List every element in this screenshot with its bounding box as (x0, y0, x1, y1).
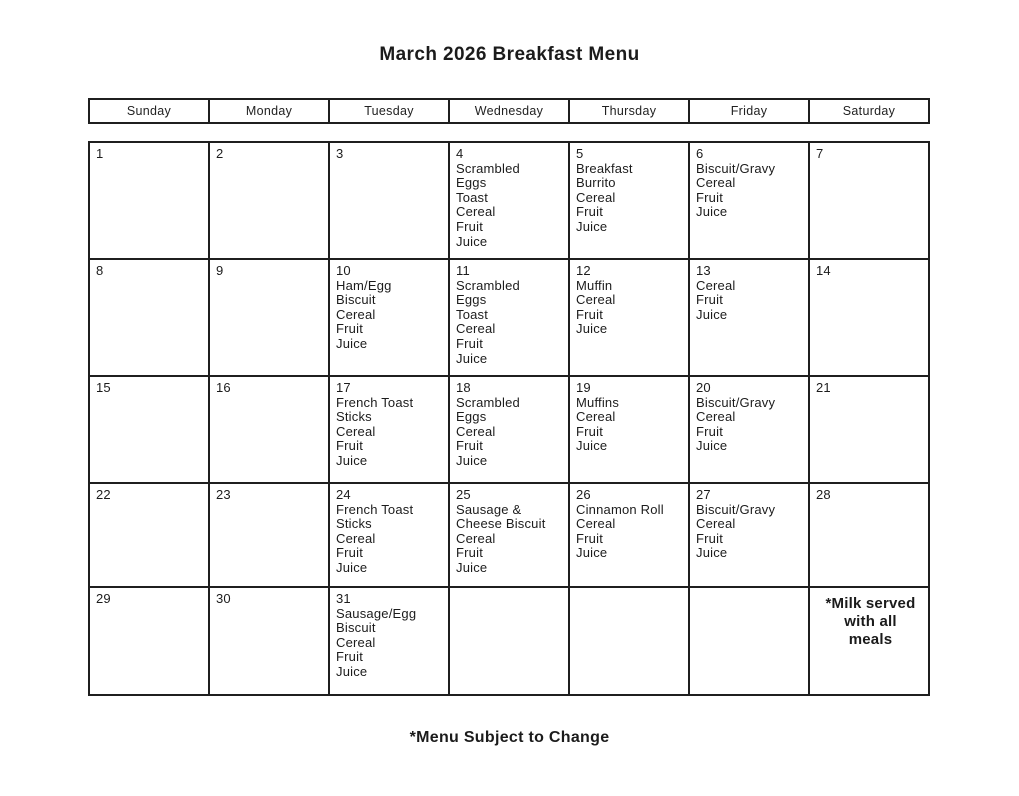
menu-item-line: Cereal (456, 423, 496, 439)
menu-item-line: Fruit (336, 649, 363, 665)
calendar-week-row (89, 142, 929, 259)
day-cell-27 (689, 483, 809, 587)
menu-item-line: Juice (696, 204, 728, 220)
menu-item-line: Cinnamon Roll (576, 501, 664, 517)
menu-item-line: Toast (456, 189, 489, 205)
date-number: 28 (816, 487, 831, 502)
day-cell-5 (569, 142, 689, 259)
day-cell-13 (689, 259, 809, 376)
day-cell-30 (209, 587, 329, 695)
menu-item-line: Burrito (576, 175, 616, 191)
menu-item-line: Fruit (456, 438, 483, 454)
date-number: 31 (336, 591, 351, 606)
date-number: 30 (216, 591, 231, 606)
day-cell-14 (809, 259, 929, 376)
weekday-header-friday: Friday (689, 99, 809, 123)
date-number: 26 (576, 487, 591, 502)
date-number: 12 (576, 263, 591, 278)
menu-item-line: Juice (456, 559, 488, 575)
menu-item-line: Juice (576, 321, 608, 337)
menu-item-line: Cereal (696, 277, 736, 293)
day-cell-23 (209, 483, 329, 587)
date-number: 3 (336, 146, 344, 161)
day-cell-3 (329, 142, 449, 259)
menu-item-line: Juice (576, 438, 608, 454)
weekday-header-row (89, 99, 929, 123)
menu-item-line: Cereal (336, 634, 376, 650)
date-number: 15 (96, 380, 111, 395)
menu-item-line: Fruit (456, 335, 483, 351)
day-cell-29 (89, 587, 209, 695)
day-cell-8 (89, 259, 209, 376)
weekday-header-thursday: Thursday (569, 99, 689, 123)
day-cell-1 (89, 142, 209, 259)
weekday-header-saturday: Saturday (809, 99, 929, 123)
day-cell-31 (329, 587, 449, 695)
date-number: 9 (216, 263, 224, 278)
calendar-week-row (89, 259, 929, 376)
menu-item-line: Biscuit (336, 620, 376, 636)
menu-item-line: Eggs (456, 292, 487, 308)
menu-item-line: Fruit (576, 423, 603, 439)
day-cell-4 (449, 142, 569, 259)
menu-item-line: Cereal (576, 516, 616, 532)
weekday-header-sunday: Sunday (89, 99, 209, 123)
menu-item-line: Cheese Biscuit (456, 516, 546, 532)
calendar-week-row (89, 587, 929, 695)
menu-item-line: Juice (456, 350, 488, 366)
day-cell-17 (329, 376, 449, 483)
menu-item-line: French Toast (336, 501, 414, 517)
day-cell-22 (89, 483, 209, 587)
menu-item-line: Sticks (336, 409, 372, 425)
menu-item-line: Cereal (576, 409, 616, 425)
menu-item-line: Fruit (696, 292, 723, 308)
day-cell-7 (809, 142, 929, 259)
milk-note-line: with all (844, 613, 897, 630)
menu-item-line: Fruit (456, 218, 483, 234)
day-cell-11 (449, 259, 569, 376)
menu-item-line: Toast (456, 306, 489, 322)
day-cell-15 (89, 376, 209, 483)
day-cell-18 (449, 376, 569, 483)
menu-item-line: Ham/Egg (336, 277, 392, 293)
menu-item-line: Cereal (336, 423, 376, 439)
menu-item-line: Juice (456, 452, 488, 468)
date-number: 10 (336, 263, 351, 278)
menu-item-line: Cereal (336, 306, 376, 322)
menu-item-line: Juice (576, 218, 608, 234)
calendar-week-row (89, 376, 929, 483)
menu-item-line: Biscuit/Gravy (696, 501, 776, 517)
menu-item-line: Juice (336, 452, 368, 468)
menu-item-line: Scrambled (456, 277, 520, 293)
menu-item-line: Cereal (696, 409, 736, 425)
menu-item-line: Fruit (576, 204, 603, 220)
date-number: 11 (456, 263, 470, 278)
menu-item-line: Fruit (696, 423, 723, 439)
menu-item-line: Juice (696, 438, 728, 454)
menu-item-line: Fruit (576, 306, 603, 322)
menu-item-line: Juice (336, 335, 368, 351)
menu-item-line: Breakfast (576, 160, 633, 176)
date-number: 17 (336, 380, 351, 395)
day-cell-10 (329, 259, 449, 376)
menu-item-line: Sticks (336, 516, 372, 532)
menu-item-line: Fruit (576, 530, 603, 546)
menu-item-line: Fruit (456, 545, 483, 561)
menu-item-line: Juice (456, 233, 488, 249)
day-cell-2 (209, 142, 329, 259)
day-cell-19 (569, 376, 689, 483)
milk-note (816, 592, 925, 649)
menu-item-line: Juice (576, 545, 608, 561)
date-number: 21 (816, 380, 831, 395)
page-title: March 2026 Breakfast Menu (379, 44, 640, 65)
day-cell-9 (209, 259, 329, 376)
weekday-header-tuesday: Tuesday (329, 99, 449, 123)
menu-item-line: Eggs (456, 409, 487, 425)
day-cell-28 (809, 483, 929, 587)
date-number: 16 (216, 380, 231, 395)
calendar-week-row (89, 483, 929, 587)
weekday-header-wednesday: Wednesday (449, 99, 569, 123)
menu-item-line: Cereal (456, 204, 496, 220)
menu-item-line: Fruit (336, 438, 363, 454)
menu-item-line: French Toast (336, 394, 414, 410)
menu-item-line: Sausage/Egg (336, 605, 417, 621)
date-number: 20 (696, 380, 711, 395)
menu-item-line: Muffin (576, 277, 613, 293)
day-cell-empty (689, 587, 809, 695)
menu-item-line: Muffins (576, 394, 620, 410)
menu-item-line: Fruit (336, 545, 363, 561)
date-number: 8 (96, 263, 104, 278)
menu-item-line: Scrambled (456, 394, 520, 410)
menu-item-line: Juice (696, 306, 728, 322)
menu-item-line: Cereal (456, 321, 496, 337)
date-number: 5 (576, 146, 584, 161)
calendar-grid (88, 141, 930, 696)
menu-item-line: Cereal (336, 530, 376, 546)
weekday-header-table (88, 98, 930, 124)
day-cell-20 (689, 376, 809, 483)
date-number: 27 (696, 487, 711, 502)
date-number: 7 (816, 146, 824, 161)
menu-item-line: Juice (696, 545, 728, 561)
menu-item-line: Cereal (576, 292, 616, 308)
day-cell-empty (569, 587, 689, 695)
menu-item-line: Cereal (576, 189, 616, 205)
menu-item-line: Sausage & (456, 501, 522, 517)
day-cell-26 (569, 483, 689, 587)
day-cell-empty (809, 587, 929, 695)
date-number: 1 (96, 146, 104, 161)
menu-item-line: Biscuit/Gravy (696, 160, 776, 176)
date-number: 22 (96, 487, 111, 502)
date-number: 25 (456, 487, 471, 502)
milk-note-line: meals (848, 631, 893, 648)
date-number: 14 (816, 263, 831, 278)
date-number: 4 (456, 146, 464, 161)
date-number: 29 (96, 591, 111, 606)
day-cell-21 (809, 376, 929, 483)
menu-item-line: Cereal (696, 516, 736, 532)
day-cell-12 (569, 259, 689, 376)
menu-item-line: Biscuit/Gravy (696, 394, 776, 410)
day-cell-16 (209, 376, 329, 483)
menu-item-line: Fruit (336, 321, 363, 337)
date-number: 19 (576, 380, 591, 395)
menu-footnote: *Menu Subject to Change (409, 729, 610, 746)
date-number: 2 (216, 146, 224, 161)
date-number: 23 (216, 487, 231, 502)
date-number: 18 (456, 380, 471, 395)
date-number: 24 (336, 487, 351, 502)
menu-item-line: Fruit (696, 530, 723, 546)
date-number: 13 (696, 263, 711, 278)
milk-note-line: *Milk served (825, 595, 916, 612)
menu-item-line: Juice (336, 663, 368, 679)
day-cell-25 (449, 483, 569, 587)
menu-item-line: Scrambled (456, 160, 520, 176)
menu-item-line: Cereal (456, 530, 496, 546)
day-cell-empty (449, 587, 569, 695)
day-cell-6 (689, 142, 809, 259)
weekday-header-monday: Monday (209, 99, 329, 123)
day-cell-24 (329, 483, 449, 587)
menu-item-line: Cereal (696, 175, 736, 191)
menu-item-line: Juice (336, 559, 368, 575)
menu-item-line: Fruit (696, 189, 723, 205)
date-number: 6 (696, 146, 704, 161)
menu-item-line: Eggs (456, 175, 487, 191)
menu-item-line: Biscuit (336, 292, 376, 308)
